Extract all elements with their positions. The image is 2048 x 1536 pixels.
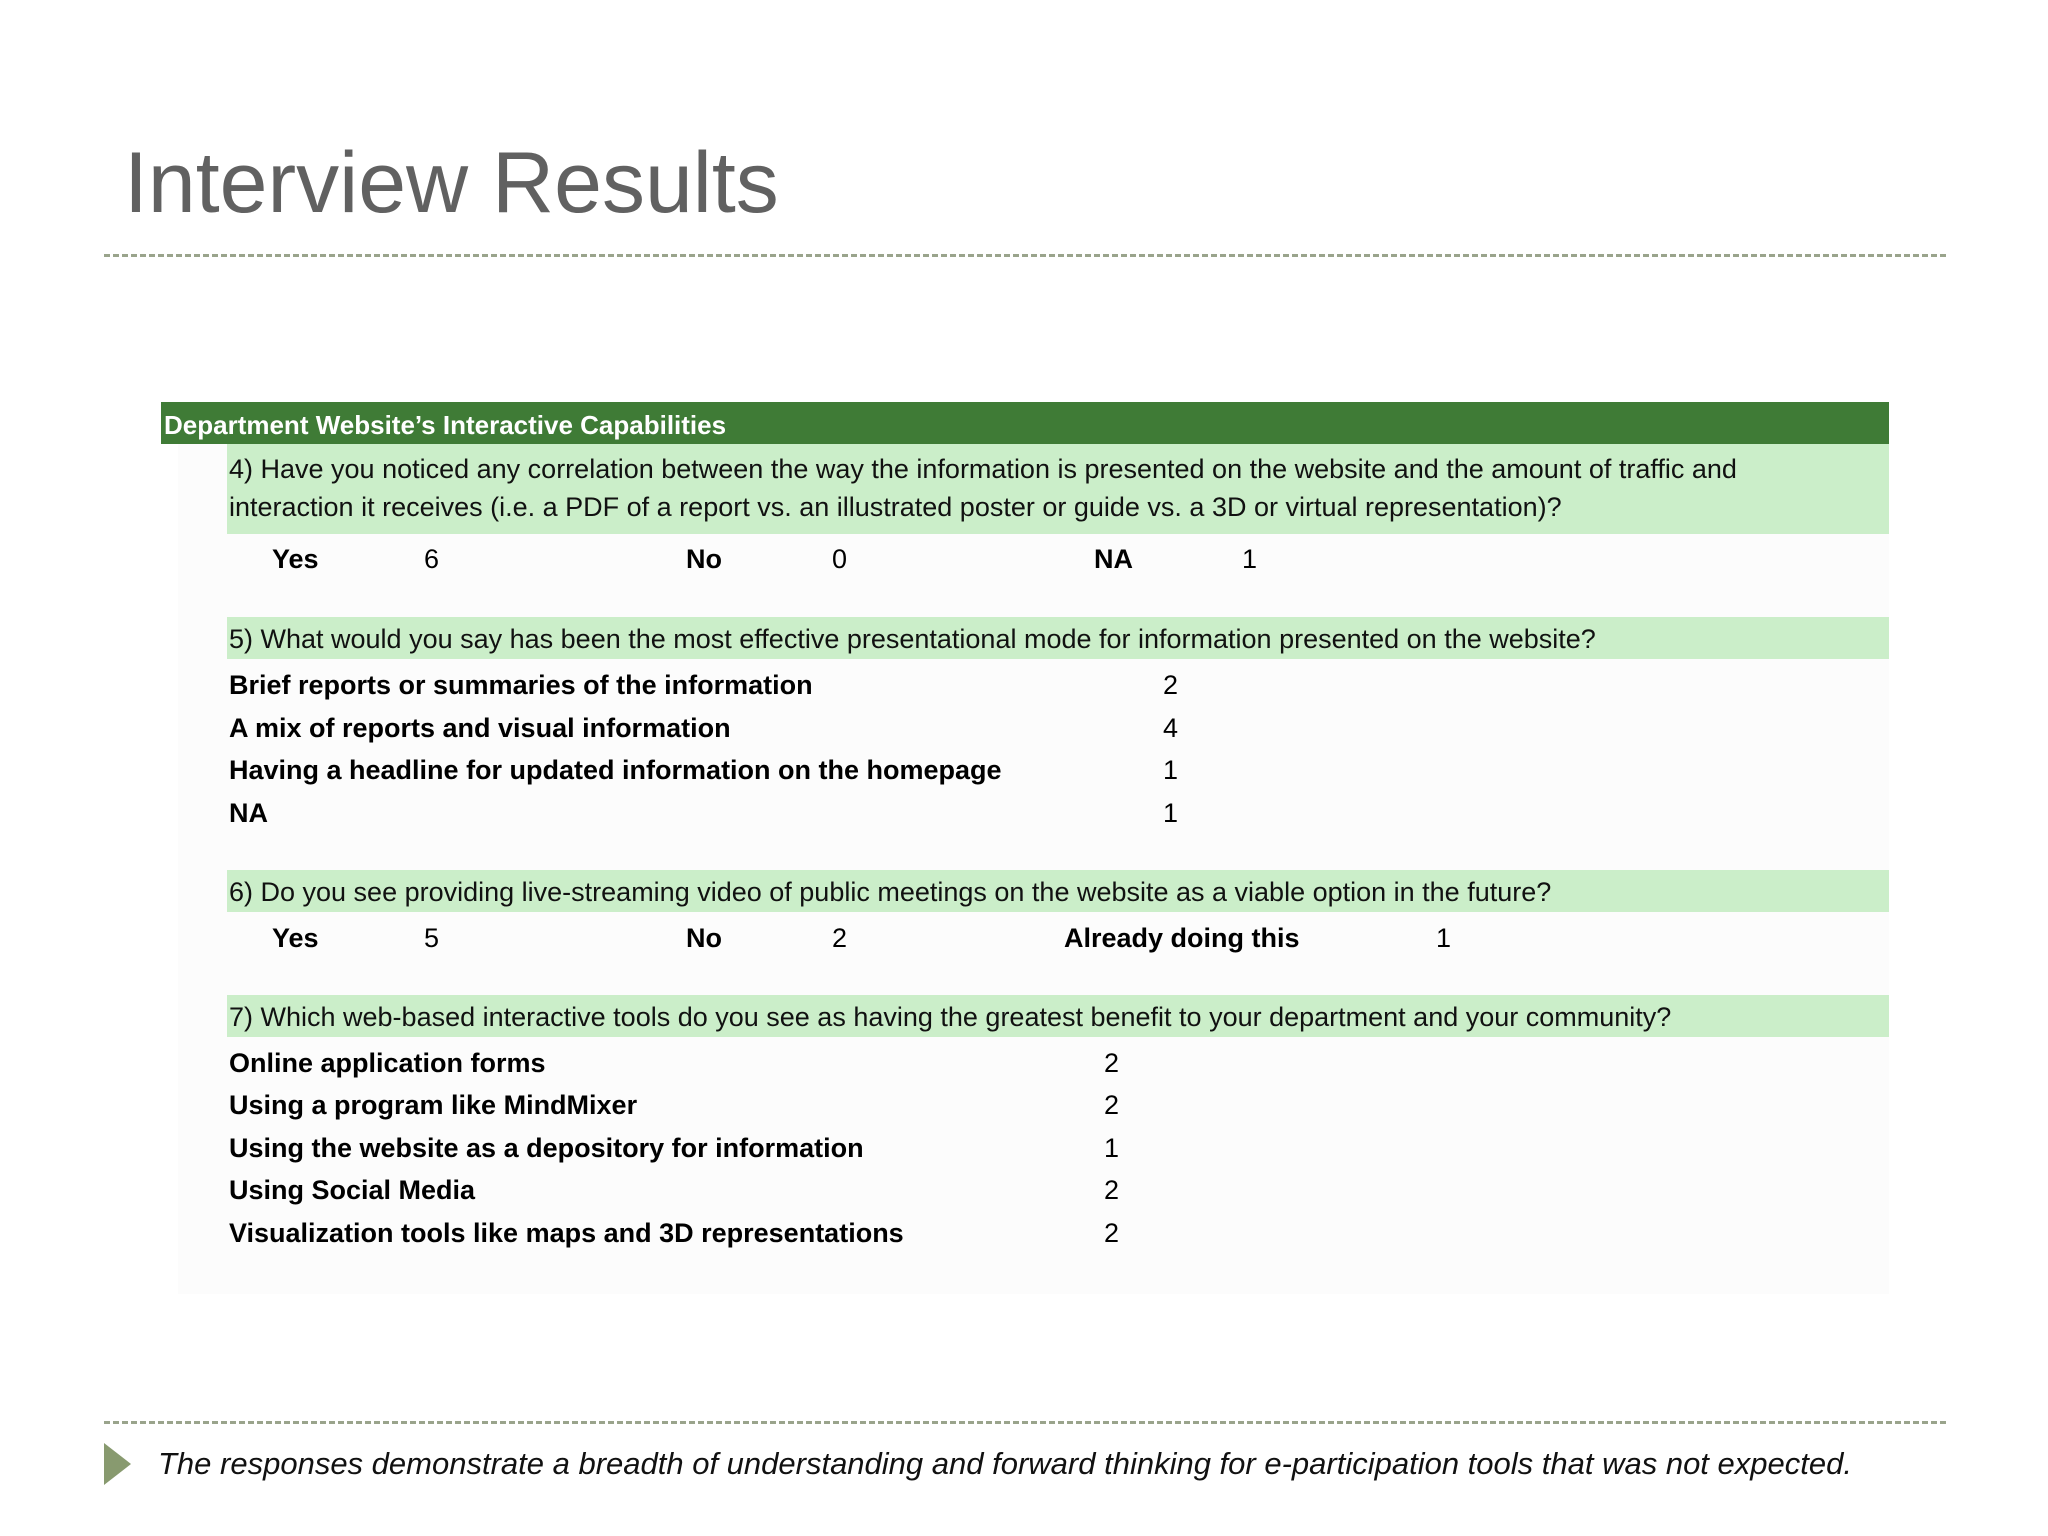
question-4-line-1: 4) Have you noticed any correlation between the way the information is presented on the website and the amount of traffic and <box>229 454 1737 484</box>
q5-answer-label: Having a headline for updated information on the homepage <box>229 755 1002 785</box>
q4-answer-yes-count: 6 <box>424 544 440 574</box>
bottom-divider <box>104 1421 1946 1424</box>
q6-answer-yes-count: 5 <box>424 923 440 953</box>
q7-answer-count: 1 <box>1104 1133 1120 1163</box>
q5-answer-label: A mix of reports and visual information <box>229 713 731 743</box>
q4-answer-no-label: No <box>686 544 722 574</box>
q4-answer-yes-label: Yes <box>272 544 319 574</box>
question-4-line-2: interaction it receives (i.e. a PDF of a report vs. an illustrated poster or guide vs. a 3D or virtual representation)? <box>229 492 1562 522</box>
q6-answer-already-count: 1 <box>1436 923 1452 953</box>
section-header: Department Website’s Interactive Capabilities <box>161 402 1889 444</box>
q6-answer-no-label: No <box>686 923 722 953</box>
q4-answer-no-count: 0 <box>832 544 848 574</box>
q7-answer-label: Using a program like MindMixer <box>229 1090 638 1120</box>
q7-answer-label: Online application forms <box>229 1048 546 1078</box>
q7-answer-count: 2 <box>1104 1048 1120 1078</box>
q7-answer-count: 2 <box>1104 1218 1120 1248</box>
question-6: 6) Do you see providing live-streaming video of public meetings on the website as a viable option in the future? <box>227 870 1889 912</box>
bullet-arrow-icon <box>104 1443 131 1485</box>
q7-answer-count: 2 <box>1104 1090 1120 1120</box>
question-7: 7) Which web-based interactive tools do you see as having the greatest benefit to your department and your community? <box>227 995 1889 1037</box>
q5-answer-count: 2 <box>1163 670 1179 700</box>
q6-answer-no-count: 2 <box>832 923 848 953</box>
q7-answer-count: 2 <box>1104 1175 1120 1205</box>
q5-answer-label: NA <box>229 798 268 828</box>
q5-answer-count: 1 <box>1163 798 1179 828</box>
q5-answer-label: Brief reports or summaries of the information <box>229 670 813 700</box>
footer-note: The responses demonstrate a breadth of understanding and forward thinking for e-participation tools that was not expected. <box>158 1446 1852 1481</box>
page-title: Interview Results <box>124 135 779 231</box>
question-4 <box>227 444 1889 534</box>
q5-answer-count: 1 <box>1163 755 1179 785</box>
q4-answer-na-label: NA <box>1094 544 1133 574</box>
q6-answer-yes-label: Yes <box>272 923 319 953</box>
question-5: 5) What would you say has been the most effective presentational mode for information presented on the website? <box>227 617 1889 659</box>
q7-answer-label: Using the website as a depository for information <box>229 1133 864 1163</box>
top-divider <box>104 254 1946 257</box>
q6-answer-already-label: Already doing this <box>1064 923 1300 953</box>
q4-answer-na-count: 1 <box>1242 544 1258 574</box>
q7-answer-label: Visualization tools like maps and 3D representations <box>229 1218 904 1248</box>
q7-answer-label: Using Social Media <box>229 1175 476 1205</box>
q5-answer-count: 4 <box>1163 713 1179 743</box>
